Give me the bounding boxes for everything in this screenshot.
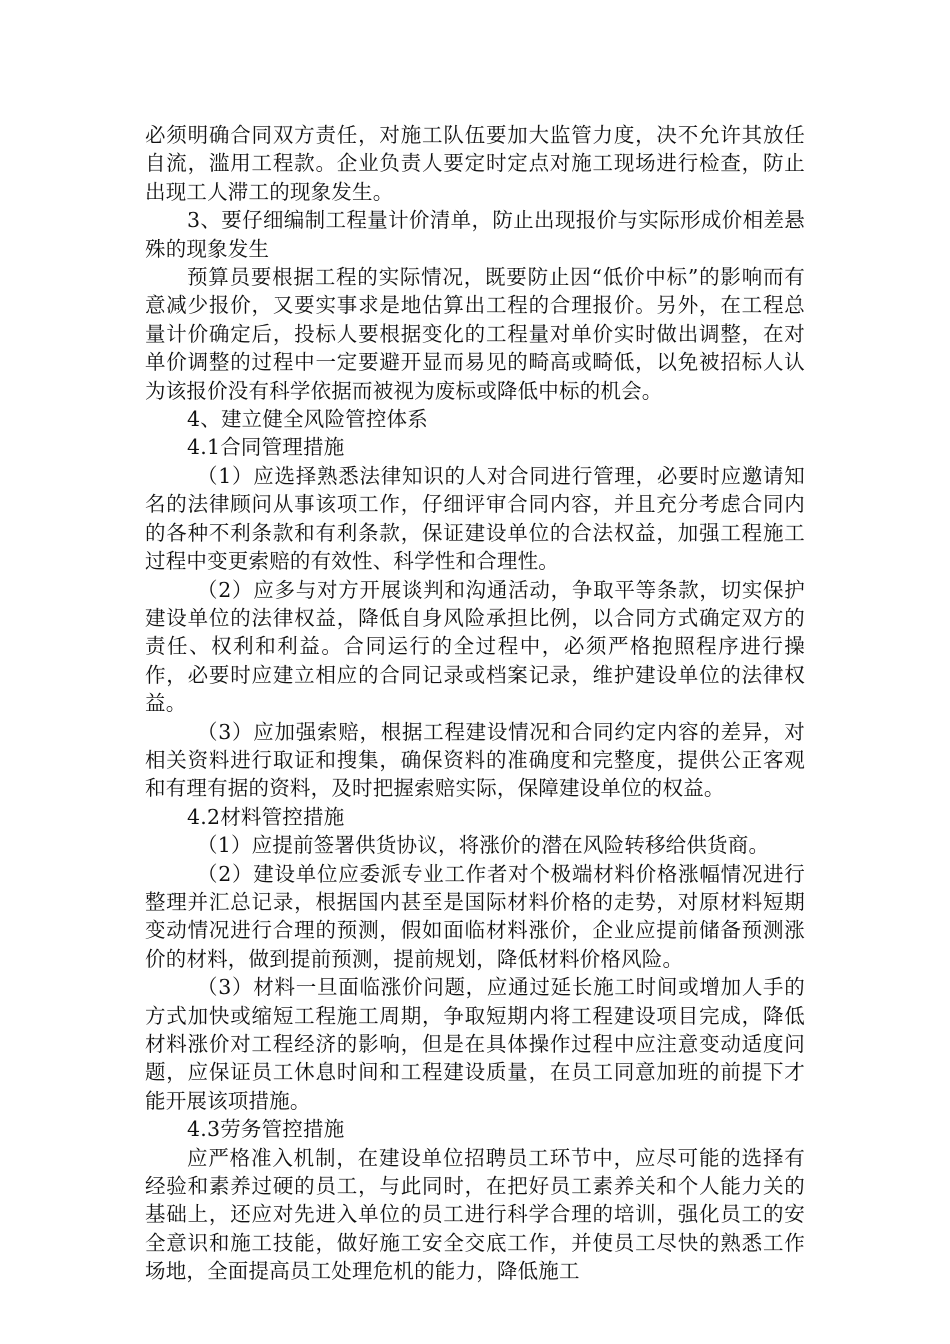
paragraph-material-item-2: （2）建设单位应委派专业工作者对个极端材料价格涨幅情况进行整理并汇总记录，根据国内甚至是国际材料价格的走势，对原材料短期变动情况进行合理的预测，假如面临材料涨价，企业应提前储备预测涨价的材料，做到提前预测，提前规划，降低材料价格风险。 [145,861,805,971]
paragraph-contract-item-1: （1）应选择熟悉法律知识的人对合同进行管理，必要时应邀请知名的法律顾问从事该项工作，仔细评审合同内容，并且充分考虑合同内的各种不利条款和有利条款，保证建设单位的合法权益，加强工程施工过程中变更索赔的有效性、科学性和合理性。 [145,463,805,574]
paragraph-labor: 应严格准入机制，在建设单位招聘员工环节中，应尽可能的选择有经验和素养过硬的员工，与此同时，在把好员工素养关和个人能力关的基础上，还应对先进入单位的员工进行科学合理的培训，强化员工的安全意识和施工技能，做好施工安全交底工作，并使员工尽快的熟悉工作场地，全面提高员工处理危机的能力，降低施工 [145,1145,805,1284]
heading-labor-control: 4.3劳务管控措施 [187,1117,345,1142]
heading-risk-control-system: 4、建立健全风险管控体系 [187,407,428,432]
document-body [145,121,805,1286]
paragraph-contract-item-2: （2）应多与对方开展谈判和沟通活动，争取平等条款，切实保护建设单位的法律权益，降低自身风险承担比例，以合同方式确定双方的责任、权利和利益。合同运行的全过程中，必须严格抱照程序进行操作，必要时应建立相应的合同记录或档案记录，维护建设单位的法律权益。 [145,577,805,716]
paragraph-contract-responsibility: 必须明确合同双方责任，对施工队伍要加大监管力度，决不允许其放任自流，滥用工程款。企业负责人要定时定点对施工现场进行检查，防止出现工人滞工的现象发生。 [145,123,805,204]
paragraph-material-item-1: （1）应提前签署供货协议，将涨价的潜在风险转移给供货商。 [197,833,770,858]
paragraph-material-item-3: （3）材料一旦面临涨价问题，应通过延长施工时间或增加人手的方式加快或缩短工程施工周期，争取短期内将工程建设项目完成，降低材料涨价对工程经济的影响，但是在具体操作过程中应注意变动适度问题，应保证员工休息时间和工程建设质量，在员工同意加班的前提下才能开展该项措施。 [145,975,805,1113]
paragraph-contract-item-3: （3）应加强索赔，根据工程建设情况和合同约定内容的差异，对相关资料进行取证和搜集，确保资料的准确度和完整度，提供公正客观和有理有据的资料，及时把握索赔实际，保障建设单位的权益。 [145,719,805,801]
heading-material-control: 4.2材料管控措施 [187,804,345,829]
heading-contract-management: 4.1合同管理措施 [187,435,345,460]
paragraph-estimator: 预算员要根据工程的实际情况，既要防止因“低价中标”的影响而有意减少报价，又要实事求是地估算出工程的合理报价。另外，在工程总量计价确定后，投标人要根据变化的工程量对单价实时做出调整，在对单价调整的过程中一定要避开显而易见的畸高或畸低，以免被招标人认为该报价没有科学依据而被视为废标或降低中标的机会。 [145,265,805,403]
heading-pricing-list: 3、要仔细编制工程量计价清单，防止出现报价与实际形成价相差悬殊的现象发生 [145,208,805,261]
